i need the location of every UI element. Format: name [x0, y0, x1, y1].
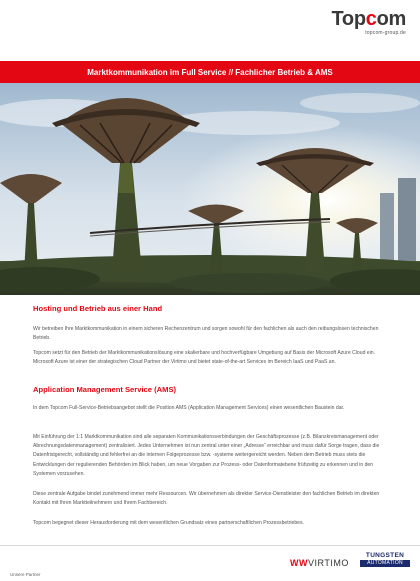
virtimo-logo: [290, 558, 349, 568]
paragraph-ams-2: Mit Einführung der 1:1 Marktkommunikation sind alle separaten Kommunikationsverbindungen der Geschäftsprozesse (z.B. Bilanzkreismanagement oder Abrechnungsdatenmanagement) zentralisiert. Jedes Unternehmen ist nun zentral unter einer „Adresse“ erreichbar und muss dafür Sorge tragen, dass die Datenfristgerecht, vollständig und fehlerfrei an die internen Folgeprozesse bzw. -systeme weitergereicht werden. Neben dem Betrieb muss stets die Entwicklungen der regulierenden Behörden im Blick haben, um neue Vorgaben zur Prozess- oder Datenformatebene frühzeitig zu erkennen und in den Systemen vorzusehen.: [33, 434, 380, 477]
title-banner: [0, 61, 420, 83]
logo-site: topcom-group.de: [365, 30, 406, 36]
tungsten-automation-logo: [360, 552, 410, 567]
section-heading-hosting: Hosting und Betrieb aus einer Hand: [33, 304, 163, 313]
virtimo-mark: WW: [290, 558, 308, 568]
supertree-grove-illustration: [0, 83, 420, 295]
paragraph-hosting-2: Topcom setzt für den Betrieb der Marktkommunikationslösung eine skalierbare und hochverfügbare Umgebung auf Basis der Microsoft Azure Cloud ein. Microsoft Azure ist einer der strategischen Cloud Partner der Virtimo und bietet state-of-the-art Services im Bereich IaaS und PaaS an.: [33, 350, 376, 366]
tungsten-line2: AUTOMATION: [360, 560, 410, 567]
tungsten-line1: TUNGSTEN: [365, 552, 405, 559]
hero-image: [0, 83, 420, 295]
partners-label: Unsere Partner: [10, 572, 41, 577]
footer-divider: [0, 545, 420, 546]
paragraph-ams-1: In dem Topcom Full-Service-Betriebsangebot stellt die Position AMS (Application Management Services) einen wesentlichen Baustein dar.: [33, 405, 345, 411]
paragraph-ams-3: Diese zentrale Aufgabe bindet zunehmend immer mehr Ressourcen. Wir übernehmen als direkter Service-Dienstleister den fachlichen Betrieb im direkten Kontakt mit Ihren Marktteilnehmern und Ihrem Fachbereich.: [33, 491, 380, 507]
footer: [0, 545, 420, 581]
virtimo-name: VIRTIMO: [308, 558, 349, 568]
paragraph-ams-4: Topcom begegnet dieser Herausforderung mit dem wesentlichen Grundsatz eines partnerschaftlichen Prozessbetriebes.: [33, 520, 304, 526]
section-heading-ams: Application Management Service (AMS): [33, 385, 177, 394]
paragraph-hosting-1: Wir betreiben Ihre Marktkommunikation in einem sicheren Rechenzentrum und sorgen sowohl für den fachlichen als auch den reibungslosen technischen Betrieb.: [33, 326, 379, 342]
banner-title: Marktkommunikation im Full Service // Fachlicher Betrieb & AMS: [87, 67, 333, 77]
logo-wordmark: Topcom: [331, 8, 406, 30]
topcom-logo: [331, 9, 406, 36]
